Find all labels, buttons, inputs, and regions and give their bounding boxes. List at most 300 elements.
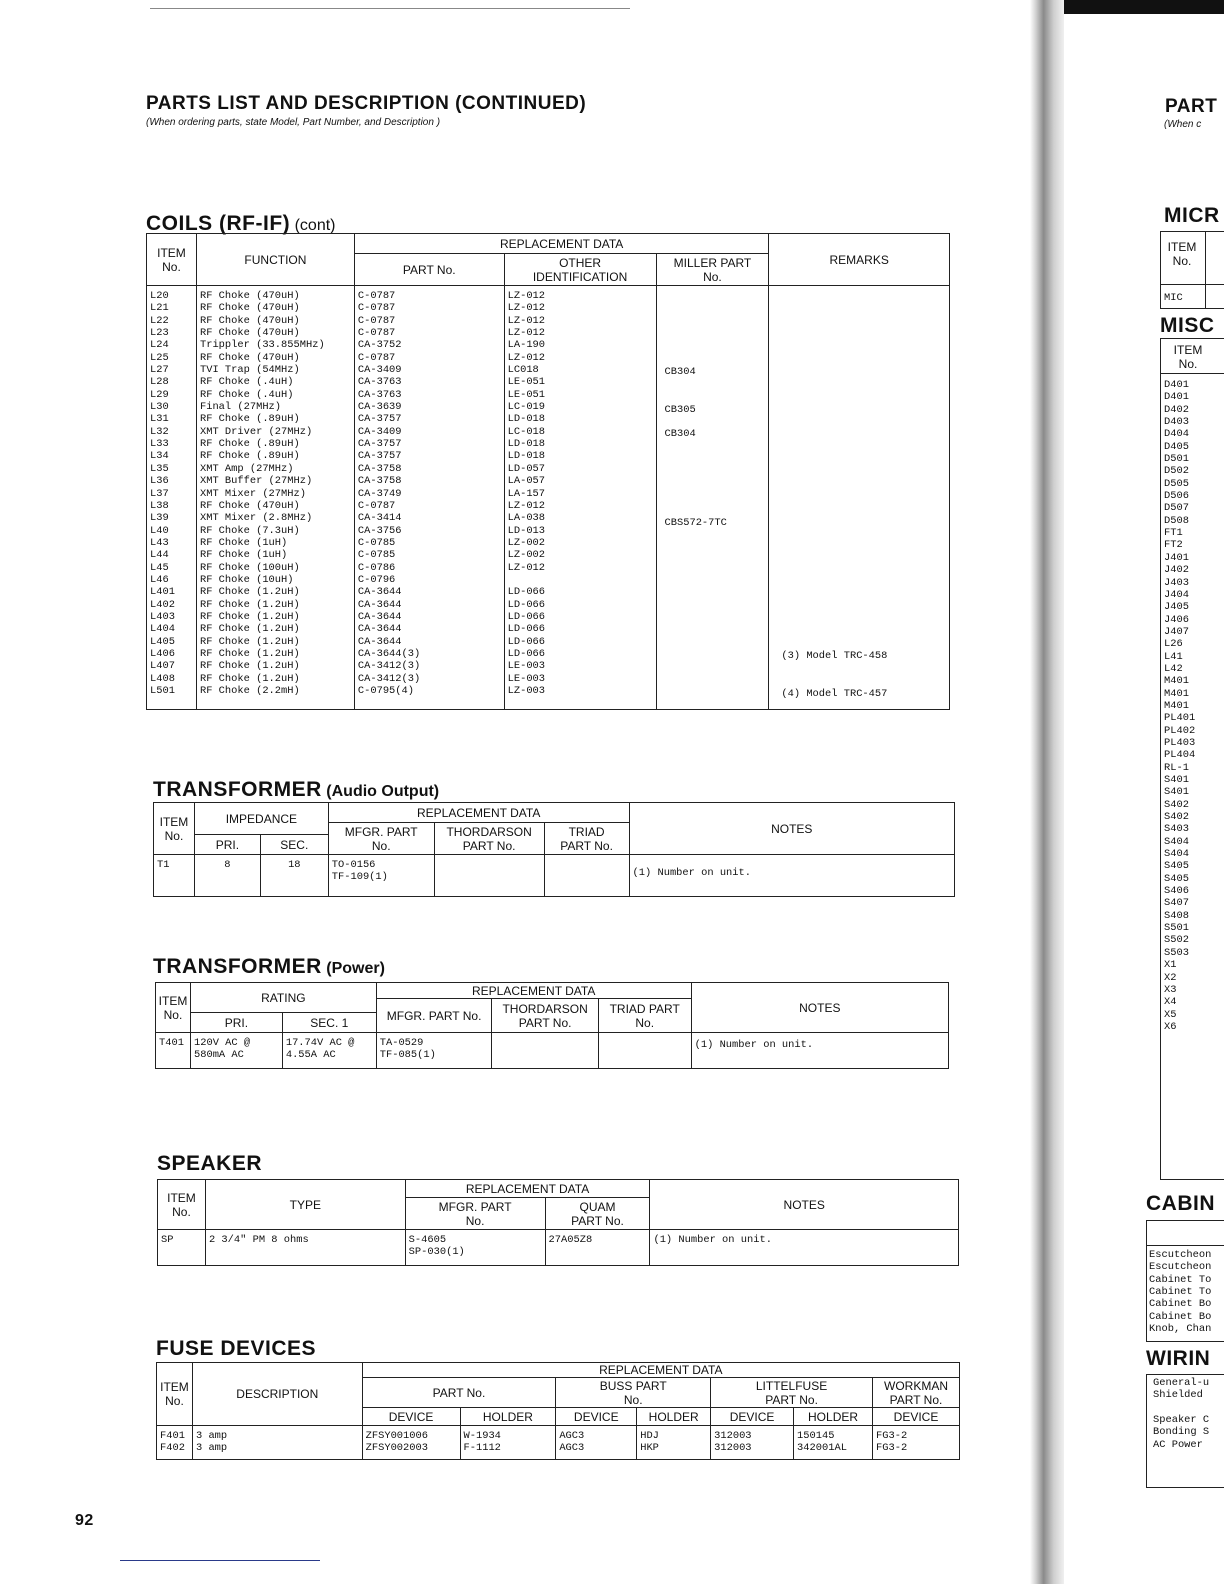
mic-header-row-line xyxy=(1161,284,1224,285)
misc-header-row-line xyxy=(1161,373,1224,374)
fuse-descriptions xyxy=(192,1426,362,1460)
coil-function: XMT Amp (27MHz) xyxy=(199,462,294,475)
coil-other-id: LZ-012 xyxy=(507,302,546,315)
wiring-item: Speaker C xyxy=(1153,1414,1210,1427)
coil-function: XMT Driver (27MHz) xyxy=(199,425,313,438)
power-sec-line: 4.55A AC xyxy=(285,1049,336,1062)
speaker-header-replacement: REPLACEMENT DATA xyxy=(405,1180,650,1198)
misc-item-no: D507 xyxy=(1164,502,1189,515)
coil-item-no: L408 xyxy=(150,672,175,685)
coil-item-no: L401 xyxy=(150,586,175,599)
coil-part-no: CA-3757 xyxy=(357,438,402,451)
misc-item-no: D501 xyxy=(1164,453,1189,466)
fuse-header-littelfuse: LITTELFUSE PART No. xyxy=(711,1378,873,1408)
misc-item-no: X4 xyxy=(1164,996,1177,1009)
coil-item-no: L25 xyxy=(150,351,169,364)
mic-table xyxy=(1160,231,1224,309)
misc-item-no: D401 xyxy=(1164,391,1189,404)
speaker-header-type: TYPE xyxy=(205,1180,405,1230)
misc-item-no: D403 xyxy=(1164,416,1189,429)
coil-function: RF Choke (1.2uH) xyxy=(199,660,300,673)
coil-function: RF Choke (.89uH) xyxy=(199,413,300,426)
misc-item-no: S503 xyxy=(1164,946,1189,959)
coil-part-no: CA-3639 xyxy=(357,401,402,414)
fuse-part-device: ZFSY002003 xyxy=(365,1442,428,1455)
fuse-table xyxy=(156,1362,960,1460)
coil-function: RF Choke (100uH) xyxy=(199,561,300,574)
coil-item-no: L33 xyxy=(150,438,169,451)
misc-item-no: D508 xyxy=(1164,514,1189,527)
page-title: PARTS LIST AND DESCRIPTION (CONTINUED) xyxy=(146,93,587,114)
coil-item-no: L403 xyxy=(150,610,175,623)
coil-function: RF Choke (7.3uH) xyxy=(199,524,300,537)
fuse-lf-holder: 150145 xyxy=(797,1430,835,1442)
coil-part-no: C-0787 xyxy=(357,351,396,364)
coil-item-no: L404 xyxy=(150,623,175,636)
power-mfgr-line: TF-085(1) xyxy=(379,1049,436,1062)
coil-item-no: L24 xyxy=(150,339,169,352)
coil-part-no: CA-3414 xyxy=(357,512,402,525)
fuse-part-holder: F-1112 xyxy=(463,1442,501,1455)
fuse-buss-holders xyxy=(637,1426,711,1460)
wiring-item: General-u xyxy=(1153,1377,1210,1389)
misc-items-column xyxy=(1164,379,1195,1033)
transformer-power-table xyxy=(155,982,949,1069)
coil-function: RF Choke (470uH) xyxy=(199,499,300,512)
fuse-header-item: ITEM No. xyxy=(157,1363,193,1426)
fuse-buss-holder: HDJ xyxy=(640,1430,659,1442)
coil-part-no: CA-3752 xyxy=(357,339,402,352)
coil-item-no: L43 xyxy=(150,536,169,549)
misc-item-no: S502 xyxy=(1164,934,1189,947)
coil-other-id: LZ-012 xyxy=(507,499,546,512)
coil-function: RF Choke (1.2uH) xyxy=(199,647,300,660)
coil-other-id: LD-066 xyxy=(507,586,546,599)
coil-part-no: C-0787 xyxy=(357,290,396,302)
power-pri-line: 120V AC @ xyxy=(193,1037,251,1049)
coil-function: RF Choke (.4uH) xyxy=(199,376,294,389)
coil-part-no: C-0785 xyxy=(357,536,396,549)
speaker-quam: 27A05Z8 xyxy=(545,1230,650,1266)
misc-item-no: M401 xyxy=(1164,699,1189,712)
coil-part-no: C-0796 xyxy=(357,573,396,586)
coil-other-id: LD-066 xyxy=(507,623,546,636)
coil-function: TVI Trap (54MHz) xyxy=(199,364,300,377)
speaker-mfgr xyxy=(405,1230,545,1266)
coil-other-id: LC-018 xyxy=(507,425,546,438)
power-triad xyxy=(598,1033,691,1069)
coil-function: RF Choke (470uH) xyxy=(199,327,300,340)
coil-other-id: LE-051 xyxy=(507,388,546,401)
misc-item-no: D502 xyxy=(1164,465,1189,478)
fuse-lf-holder: 342001AL xyxy=(797,1442,847,1455)
coil-function: RF Choke (.4uH) xyxy=(199,388,294,401)
misc-table xyxy=(1160,338,1224,1180)
coil-other-id: LZ-012 xyxy=(507,351,546,364)
misc-item-no: D402 xyxy=(1164,403,1189,416)
coil-item-no: L406 xyxy=(150,647,175,660)
mic-col-line xyxy=(1205,232,1206,308)
fuse-buss-device: AGC3 xyxy=(559,1442,585,1455)
speaker-header-notes: NOTES xyxy=(650,1180,959,1230)
audio-header-pri: PRI. xyxy=(194,835,260,855)
coils-header-remarks: REMARKS xyxy=(769,234,950,286)
coil-function: Final (27MHz) xyxy=(199,401,282,414)
coil-part-no: CA-3412(3) xyxy=(357,672,421,685)
power-mfgr xyxy=(376,1033,492,1069)
audio-triad xyxy=(544,855,629,897)
coil-part-no: CA-3758 xyxy=(357,475,402,488)
coil-other-id: LA-157 xyxy=(507,487,546,500)
misc-item-no: X6 xyxy=(1164,1020,1177,1033)
coil-item-no: L405 xyxy=(150,635,175,648)
wiring-title: WIRIN xyxy=(1146,1347,1211,1370)
coils-header-item: ITEM No. xyxy=(147,234,197,286)
coil-other-id: LZ-012 xyxy=(507,290,546,302)
coil-part-no: CA-3749 xyxy=(357,487,402,500)
coils-miller-column xyxy=(656,286,769,710)
wiring-items-column xyxy=(1153,1377,1209,1451)
coil-other-id: LD-066 xyxy=(507,610,546,623)
cabinet-item: Knob, Chan xyxy=(1149,1323,1212,1336)
transformer-audio-table xyxy=(153,802,955,897)
fuse-buss-devices xyxy=(556,1426,637,1460)
speaker-title: SPEAKER xyxy=(157,1152,263,1175)
misc-item-no: S407 xyxy=(1164,897,1189,910)
coils-header-part: PART No. xyxy=(354,254,504,286)
coil-item-no: L34 xyxy=(150,450,169,463)
coil-other-id: LE-003 xyxy=(507,660,546,673)
audio-item: T1 xyxy=(154,855,195,897)
cabinet-header-row-line xyxy=(1147,1245,1224,1246)
coil-function: Trippler (33.855MHz) xyxy=(199,339,325,352)
transformer-audio-section-title xyxy=(153,778,439,802)
coil-other-id: LC018 xyxy=(507,364,539,377)
transformer-audio-suffix: (Audio Output) xyxy=(326,783,440,800)
fuse-header-workman: WORKMAN PART No. xyxy=(873,1378,960,1408)
power-item: T401 xyxy=(156,1033,191,1069)
coil-function: XMT Mixer (2.8MHz) xyxy=(199,512,313,525)
misc-item-no: PL401 xyxy=(1164,712,1196,725)
audio-header-notes: NOTES xyxy=(629,803,954,855)
power-pri xyxy=(190,1033,282,1069)
coil-item-no: L44 xyxy=(150,549,169,562)
coils-header-replacement: REPLACEMENT DATA xyxy=(354,234,769,254)
coil-part-no: C-0787 xyxy=(357,302,396,315)
coil-other-id: LA-057 xyxy=(507,475,546,488)
fuse-header-device: DEVICE xyxy=(362,1408,460,1426)
power-header-mfgr: MFGR. PART No. xyxy=(376,999,492,1033)
fuse-header-device: DEVICE xyxy=(873,1408,960,1426)
cabinet-item: Cabinet Bo xyxy=(1149,1298,1212,1311)
coil-part-no: CA-3409 xyxy=(357,364,402,377)
audio-thordarson xyxy=(434,855,544,897)
audio-header-thordarson: THORDARSON PART No. xyxy=(434,823,544,855)
coils-parts-column xyxy=(354,286,504,710)
fuse-lf-devices xyxy=(711,1426,794,1460)
misc-item-no: X5 xyxy=(1164,1008,1177,1021)
coil-other-id: LE-051 xyxy=(507,376,546,389)
mic-item: MIC xyxy=(1164,292,1183,304)
transformer-audio-title: TRANSFORMER xyxy=(153,778,322,801)
coil-function: RF Choke (1.2uH) xyxy=(199,672,300,685)
coil-item-no: L46 xyxy=(150,573,169,586)
right-page-top-bar xyxy=(1064,0,1224,14)
top-edge-line xyxy=(150,8,630,9)
bottom-edge-line xyxy=(120,1560,320,1561)
audio-header-triad: TRIAD PART No. xyxy=(544,823,629,855)
coil-part-no: CA-3757 xyxy=(357,450,402,463)
audio-mfgr-line: TO-0156 xyxy=(331,859,376,871)
misc-item-no: L41 xyxy=(1164,650,1183,663)
coil-item-no: L37 xyxy=(150,487,169,500)
cabinet-items-column xyxy=(1149,1249,1211,1335)
cabinet-item: Cabinet Bo xyxy=(1149,1310,1212,1323)
misc-item-no: S408 xyxy=(1164,909,1189,922)
mic-title: MICR xyxy=(1164,204,1220,227)
coil-other-id: LD-013 xyxy=(507,524,546,537)
power-header-replacement: REPLACEMENT DATA xyxy=(376,983,691,999)
coil-function: RF Choke (470uH) xyxy=(199,302,300,315)
transformer-power-suffix: (Power) xyxy=(326,960,385,977)
misc-item-no: S404 xyxy=(1164,848,1189,861)
fuse-header-device: DEVICE xyxy=(556,1408,637,1426)
misc-item-no: X1 xyxy=(1164,959,1177,972)
fuse-header-buss: BUSS PART No. xyxy=(556,1378,711,1408)
misc-item-no: S406 xyxy=(1164,885,1189,898)
miller-entry: CB305 xyxy=(664,404,696,416)
power-header-item: ITEM No. xyxy=(156,983,191,1033)
power-header-pri: PRI. xyxy=(190,1013,282,1033)
page-subtitle: (When ordering parts, state Model, Part Number, and Description ) xyxy=(146,117,441,128)
fuse-part-holders xyxy=(460,1426,556,1460)
audio-mfgr xyxy=(328,855,434,897)
coils-header-miller: MILLER PART No. xyxy=(656,254,769,286)
coil-item-no: L36 xyxy=(150,475,169,488)
coil-item-no: L39 xyxy=(150,512,169,525)
misc-item-no: J405 xyxy=(1164,601,1189,614)
fuse-lf-device: 312003 xyxy=(714,1442,752,1455)
coil-item-no: L29 xyxy=(150,388,169,401)
coil-part-no: C-0787 xyxy=(357,327,396,340)
coil-item-no: L32 xyxy=(150,425,169,438)
coils-other-column xyxy=(504,286,656,710)
coil-other-id: LE-003 xyxy=(507,672,546,685)
coil-item-no: L501 xyxy=(150,685,175,697)
coil-function: RF Choke (.89uH) xyxy=(199,450,300,463)
coil-other-id: LC-019 xyxy=(507,401,546,414)
coil-part-no: C-0786 xyxy=(357,561,396,574)
fuse-buss-device: AGC3 xyxy=(559,1430,585,1442)
coil-part-no: CA-3757 xyxy=(357,413,402,426)
fuse-buss-holder: HKP xyxy=(640,1442,659,1455)
remark-entry: (4) Model TRC-457 xyxy=(781,688,888,700)
misc-item-no: FT2 xyxy=(1164,539,1183,552)
misc-item-no: FT1 xyxy=(1164,527,1183,540)
coil-other-id: LA-038 xyxy=(507,512,546,525)
coil-item-no: L40 xyxy=(150,524,169,537)
power-header-thordarson: THORDARSON PART No. xyxy=(492,999,598,1033)
misc-item-no: PL404 xyxy=(1164,749,1196,762)
fuse-workman-device: FG3-2 xyxy=(876,1430,908,1442)
coil-function: RF Choke (1.2uH) xyxy=(199,635,300,648)
fuse-items xyxy=(157,1426,193,1460)
coil-part-no: CA-3644 xyxy=(357,598,402,611)
coil-part-no: C-0787 xyxy=(357,499,396,512)
coil-other-id: LD-018 xyxy=(507,438,546,451)
audio-notes: (1) Number on unit. xyxy=(629,855,954,897)
page-number: 92 xyxy=(75,1512,94,1529)
misc-item-no: J402 xyxy=(1164,564,1189,577)
power-pri-line: 580mA AC xyxy=(193,1049,244,1062)
coil-function: XMT Mixer (27MHz) xyxy=(199,487,306,500)
coil-item-no: L35 xyxy=(150,462,169,475)
coil-part-no: CA-3644 xyxy=(357,635,402,648)
right-page xyxy=(1064,0,1224,1584)
coil-other-id xyxy=(508,574,653,586)
misc-item-no: J404 xyxy=(1164,588,1189,601)
coil-item-no: L407 xyxy=(150,660,175,673)
fuse-part-devices xyxy=(362,1426,460,1460)
coil-other-id: LD-018 xyxy=(507,450,546,463)
coil-item-no: L30 xyxy=(150,401,169,414)
right-page-title: PART xyxy=(1165,96,1218,117)
fuse-header-holder: HOLDER xyxy=(794,1408,873,1426)
misc-item-no: S404 xyxy=(1164,835,1189,848)
coil-part-no: CA-3409 xyxy=(357,425,402,438)
fuse-description: 3 amp xyxy=(195,1442,228,1455)
misc-title: MISC xyxy=(1160,314,1215,337)
coil-other-id: LZ-002 xyxy=(507,549,546,562)
coils-items-column xyxy=(147,286,197,710)
coil-item-no: L31 xyxy=(150,413,169,426)
wiring-item: Bonding S xyxy=(1153,1426,1210,1439)
coil-part-no: CA-3644 xyxy=(357,586,402,599)
coil-function: RF Choke (1.2uH) xyxy=(199,586,300,599)
coils-title-suffix: (cont) xyxy=(294,217,336,234)
coil-function: XMT Buffer (27MHz) xyxy=(199,475,313,488)
audio-header-mfgr: MFGR. PART No. xyxy=(328,823,434,855)
coil-item-no: L22 xyxy=(150,314,169,327)
misc-item-no: J407 xyxy=(1164,625,1189,638)
coils-remarks-column xyxy=(769,286,950,710)
misc-item-header: ITEM No. xyxy=(1173,343,1203,371)
cabinet-table xyxy=(1146,1220,1224,1342)
fuse-lf-holders xyxy=(794,1426,873,1460)
misc-item-no: S401 xyxy=(1164,786,1189,799)
coil-function: RF Choke (10uH) xyxy=(199,573,294,586)
audio-header-sec: SEC. xyxy=(260,835,328,855)
miller-entry: CB304 xyxy=(664,428,696,440)
speaker-mfgr-line: SP-030(1) xyxy=(408,1246,465,1259)
coil-other-id: LD-057 xyxy=(507,462,546,475)
power-notes: (1) Number on unit. xyxy=(691,1033,948,1069)
coil-other-id: LZ-012 xyxy=(507,327,546,340)
power-mfgr-line: TA-0529 xyxy=(379,1037,424,1049)
misc-item-no: L26 xyxy=(1164,638,1183,651)
transformer-power-title: TRANSFORMER xyxy=(153,955,322,978)
transformer-power-section-title xyxy=(153,955,385,979)
cabinet-item: Cabinet To xyxy=(1149,1273,1212,1286)
cabinet-title: CABIN xyxy=(1146,1192,1215,1215)
power-sec xyxy=(282,1033,376,1069)
coil-item-no: L38 xyxy=(150,499,169,512)
wiring-table xyxy=(1146,1374,1224,1488)
misc-item-no: D506 xyxy=(1164,490,1189,503)
coil-function: RF Choke (470uH) xyxy=(199,290,300,302)
miller-entry: CB304 xyxy=(664,366,696,378)
coil-function: RF Choke (470uH) xyxy=(199,351,300,364)
misc-item-no: J406 xyxy=(1164,613,1189,626)
coil-function: RF Choke (.89uH) xyxy=(199,438,300,451)
coil-function: RF Choke (470uH) xyxy=(199,314,300,327)
coils-header-function: FUNCTION xyxy=(196,234,354,286)
mic-item-header: ITEM No. xyxy=(1167,240,1197,268)
fuse-workman-device: FG3-2 xyxy=(876,1442,908,1455)
coil-other-id: LD-066 xyxy=(507,647,546,660)
coil-other-id: LZ-012 xyxy=(507,561,546,574)
coil-part-no: C-0795(4) xyxy=(357,685,414,697)
fuse-part-holder: W-1934 xyxy=(463,1430,501,1442)
misc-item-no: S402 xyxy=(1164,811,1189,824)
coil-other-id: LA-190 xyxy=(507,339,546,352)
audio-mfgr-line: TF-109(1) xyxy=(331,871,388,884)
power-sec-line: 17.74V AC @ xyxy=(285,1037,355,1049)
coil-function: RF Choke (1uH) xyxy=(199,536,288,549)
misc-item-no: D505 xyxy=(1164,477,1189,490)
coil-item-no: L402 xyxy=(150,598,175,611)
misc-item-no: S402 xyxy=(1164,798,1189,811)
misc-item-no: S405 xyxy=(1164,860,1189,873)
coil-other-id: LD-066 xyxy=(507,635,546,648)
coils-header-other: OTHER IDENTIFICATION xyxy=(504,254,656,286)
coils-functions-column xyxy=(196,286,354,710)
coil-other-id: LZ-002 xyxy=(507,536,546,549)
power-header-sec: SEC. 1 xyxy=(282,1013,376,1033)
misc-item-no: X3 xyxy=(1164,983,1177,996)
coil-item-no: L21 xyxy=(150,302,169,315)
misc-item-no: S405 xyxy=(1164,872,1189,885)
coil-part-no: CA-3763 xyxy=(357,388,402,401)
coil-function: RF Choke (1.2uH) xyxy=(199,623,300,636)
power-header-rating: RATING xyxy=(190,983,376,1013)
misc-item-no: S401 xyxy=(1164,774,1189,786)
coil-item-no: L28 xyxy=(150,376,169,389)
coil-part-no: C-0787 xyxy=(357,314,396,327)
power-thordarson xyxy=(492,1033,598,1069)
coils-table xyxy=(146,233,950,710)
coil-function: RF Choke (1uH) xyxy=(199,549,288,562)
audio-sec: 18 xyxy=(260,855,328,897)
audio-header-impedance: IMPEDANCE xyxy=(194,803,328,835)
coils-title: COILS (RF-IF) xyxy=(146,212,291,235)
fuse-lf-device: 312003 xyxy=(714,1430,752,1442)
power-header-notes: NOTES xyxy=(691,983,948,1033)
speaker-header-item: ITEM No. xyxy=(158,1180,206,1230)
misc-item-no: S403 xyxy=(1164,823,1189,836)
misc-item-no: D405 xyxy=(1164,440,1189,453)
coil-part-no: CA-3758 xyxy=(357,462,402,475)
coil-item-no: L20 xyxy=(150,290,169,302)
fuse-description: 3 amp xyxy=(195,1430,228,1442)
coil-function: RF Choke (1.2uH) xyxy=(199,610,300,623)
audio-header-item: ITEM No. xyxy=(154,803,195,855)
speaker-item: SP xyxy=(158,1230,206,1266)
wiring-item: Shielded xyxy=(1153,1389,1203,1402)
fuse-item: F401 xyxy=(160,1430,185,1442)
misc-item-no: PL402 xyxy=(1164,724,1196,737)
coil-part-no: CA-3644(3) xyxy=(357,647,421,660)
